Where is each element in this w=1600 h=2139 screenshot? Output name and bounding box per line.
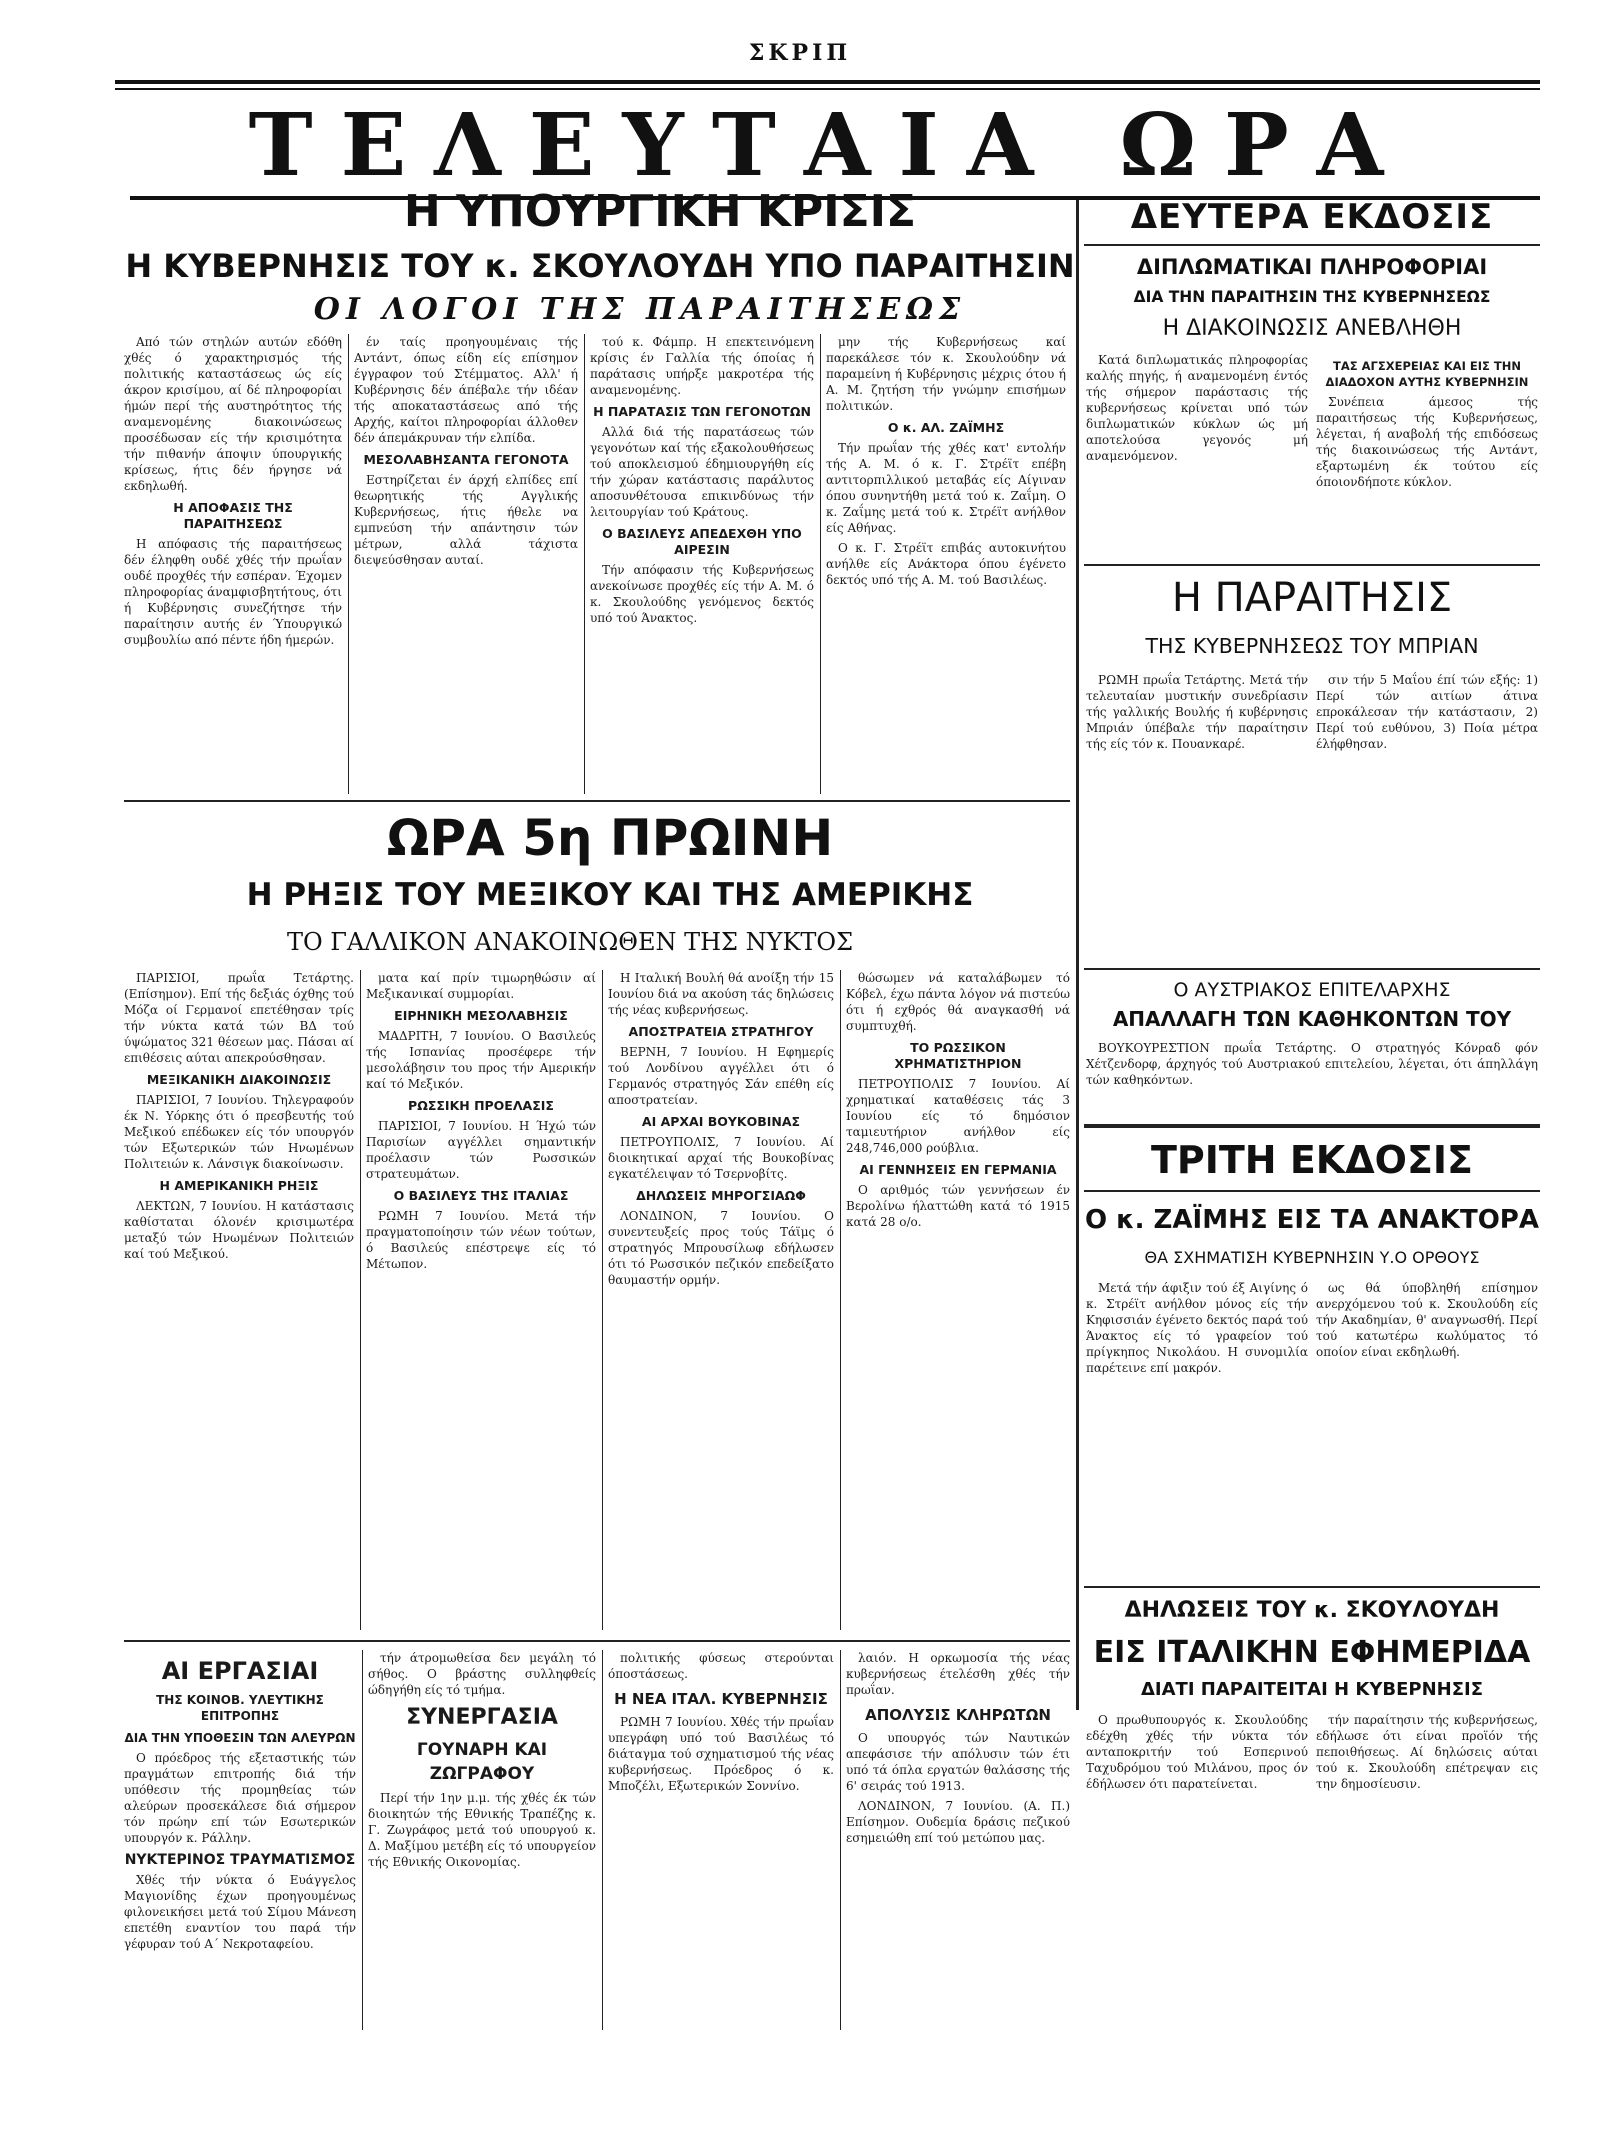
bottom-h2: ΤΗΣ ΚΟΙΝΟΒ. ΥΛΕΥΤΙΚΗΣ ΕΠΙΤΡΟΠΗΣ bbox=[156, 1693, 324, 1723]
second-h2: ΔΙΑ ΤΗΝ ΠΑΡΑΙΤΗΣΙΝ ΤΗΣ ΚΥΒΕΡΝΗΣΕΩΣ bbox=[1133, 288, 1491, 306]
hour-col-3-subhead: ΑΠΟΣΤΡΑΤΕΙΑ ΣΤΡΑΤΗΓΟΥ bbox=[628, 1024, 814, 1039]
section-rule bbox=[1084, 968, 1540, 970]
bottom-col-4-text: λαιόν. Η ορκωμοσία τής νέας κυβερνήσεως έτελέσθη χθές τήν πρωΐαν. bbox=[846, 1651, 1070, 1697]
second-col-1 bbox=[1086, 352, 1308, 558]
top-rule-thin bbox=[115, 88, 1540, 90]
bottom-col-2 bbox=[368, 1650, 596, 2030]
section-divider bbox=[1076, 200, 1079, 1710]
hour-col-4-text-b: ΠΕΤΡΟΥΠΟΛΙΣ 7 Ιουνίου. Αί χρηματικαί καταθέσεις τάς 3 Ιουνίου είς τό δημόσιον ταμιευτήριον ανήλθον είς 248,746,000 ρούβλια. bbox=[846, 1077, 1070, 1155]
bottom-col-3-text: πολιτικής φύσεως στερούνται όποστάσεως. bbox=[608, 1651, 834, 1681]
second-h1: ΔΙΠΛΩΜΑΤΙΚΑΙ ΠΛΗΡΟΦΟΡΙΑΙ bbox=[1136, 255, 1488, 279]
second-h3: Η ΔΙΑΚΟΙΝΩΣΙΣ ΑΝΕΒΛΗΘΗ bbox=[1162, 316, 1462, 341]
main-col-3-text-b: Αλλά διά τής παρατάσεως τών γεγονότων καί τής εξακολουθήσεως τού αποκλεισμού έδημιουργήθη είς τήν χώραν κατάστασις παράλυτος αποσυνθέτουσα επικινδύνως τήν λειτουργίαν τού Κράτους. bbox=[590, 425, 814, 519]
bottom-h5: ΣΥΝΕΡΓΑΣΙΑ bbox=[406, 1705, 558, 1730]
hour-col-2-text-b: ΜΑΔΡΙΤΗ, 7 Ιουνίου. Ο Βασιλεύς τής Ισπανίας προσέφερε τήν μεσολάβησιν του προς τήν Αμερικήν καί τό Μεξικόν. bbox=[366, 1029, 596, 1091]
hour-col-1-subhead-2: Η ΑΜΕΡΙΚΑΝΙΚΗ ΡΗΞΙΣ bbox=[159, 1178, 319, 1193]
second-col-5 bbox=[1086, 1040, 1538, 1120]
main-col-1-text-b: Η απόφασις τής παραιτήσεως δέν έληφθη ουδέ χθές τήν πρωΐαν ουδέ προχθές τήν εσπέραν. Έχομεν πληροφορίας άναμφισβητήτους, ότι ή Κυβέρνησις συνεζήτησε τήν παραίτησιν αυτής έν Ύπουργικώ συμβουλίω από πέντε ήδη ήμερών. bbox=[124, 537, 342, 647]
col-divider bbox=[602, 1650, 603, 2030]
bottom-col-4 bbox=[846, 1650, 1070, 2030]
third-col-1-text: Μετά τήν άφιξιν τού έξ Αιγίνης ό κ. Στρέϊτ ανήλθον μόνος είς τήν Κηφισσιάν έγένετο δεκτός παρά τού Άνακτος είς τό γραφείον τού πρίγκηπος Νικολάου. Η συνομιλία παρέτεινε επί μακρόν. bbox=[1086, 1281, 1308, 1375]
main-col-1-text: Από τών στηλών αυτών εδόθη χθές ό χαρακτηρισμός τής πολιτικής καταστάσεως ώς είς άκρον κρισίμου, αί δέ πληροφορίαι ήμών περί τής αυστηρότητος τής αναμενομένης διακοινώσεως προσέδωσαν είς τήν κρισιμότητα τήν πιθανήν άποψιν ύπουργικής κρίσεως, ήτις δέν ήργησε νά εκδηλωθή. bbox=[124, 335, 342, 493]
bottom-h3: ΔΙΑ ΤΗΝ ΥΠΟΘΕΣΙΝ ΤΩΝ ΑΛΕΥΡΩΝ bbox=[124, 1731, 356, 1745]
hour-headline: Η ΡΗΞΙΣ ΤΟΥ ΜΕΞΙΚΟΥ ΚΑΙ ΤΗΣ ΑΜΕΡΙΚΗΣ bbox=[246, 877, 974, 913]
main-col-3 bbox=[590, 334, 814, 794]
bottom-col-4-text-b: Ο υπουργός τών Ναυτικών απεφάσισε τήν απόλυσιν τών έτι υπό τά όπλα εργατών θαλάσσης τής 6' σειράς τού 1913. bbox=[846, 1731, 1070, 1793]
third-h3: ΔΗΛΩΣΕΙΣ ΤΟΥ κ. ΣΚΟΥΛΟΥΔΗ bbox=[1124, 1598, 1500, 1623]
main-col-4-text-c: Ο κ. Γ. Στρέϊτ επιβάς αυτοκινήτου ανήλθε είς Ανάκτορα όπου έγένετο δεκτός υπό τής Α. Μ. τού Βασιλέως. bbox=[826, 541, 1066, 587]
hour-col-4 bbox=[846, 970, 1070, 1630]
hour-col-3-text-b: ΒΕΡΝΗ, 7 Ιουνίου. Η Εφημερίς τού Λονδίνου αγγέλλει ότι ό Γερμανός στρατηγός Σάν επέθη είς αποστρατείαν. bbox=[608, 1045, 834, 1107]
col-divider bbox=[584, 334, 585, 794]
hour-col-3 bbox=[608, 970, 834, 1630]
main-kicker: Η ΥΠΟΥΡΓΙΚΗ ΚΡΙΣΙΣ bbox=[403, 186, 917, 237]
hour-title: ΩΡΑ 5η ΠΡΩΙΝΗ bbox=[386, 809, 834, 867]
col-divider bbox=[602, 970, 603, 1630]
bottom-h6: ΓΟΥΝΑΡΗ ΚΑΙ ΖΩΓΡΑΦΟΥ bbox=[416, 1740, 548, 1784]
top-rule bbox=[115, 80, 1540, 84]
main-col-2-subhead: ΜΕΣΟΛΑΒΗΣΑΝΤΑ ΓΕΓΟΝΟΤΑ bbox=[363, 452, 569, 467]
hour-col-1-subhead: ΜΕΞΙΚΑΝΙΚΗ ΔΙΑΚΟΙΝΩΣΙΣ bbox=[146, 1072, 332, 1087]
hour-col-1-text-b: ΠΑΡΙΣΙΟΙ, 7 Ιουνίου. Τηλεγραφούν έκ Ν. Υόρκης ότι ό πρεσβευτής τού Μεξικού επέδωκεν είς τόν υπουργόν τών Εξωτερικών τών Ηνωμένων Πολιτειών κ. Λάνσιγκ διακοίνωσιν. bbox=[124, 1093, 354, 1171]
second-col-4 bbox=[1316, 672, 1538, 962]
bottom-col-2-text-b: Περί τήν 1ην μ.μ. τής χθές έκ τών διοικητών τής Εθνικής Τραπέζης κ. Γ. Ζωγράφος μετά τού υπουργού κ. Δ. Μαξίμου μετέβη είς τό υπουργείον τής Εθνικής Οικονομίας. bbox=[368, 1791, 596, 1869]
col-divider bbox=[360, 970, 361, 1630]
third-col-3 bbox=[1086, 1712, 1308, 2012]
second-col-2-subhead: ΤΑΣ ΑΓΣΧΕΡΕΙΑΣ ΚΑΙ ΕΙΣ ΤΗΝ ΔΙΑΔΟΧΟΝ ΑΥΤΗΣ ΚΥΒΕΡΝΗΣΙΝ bbox=[1325, 359, 1529, 389]
hour-col-2-subhead-3: Ο ΒΑΣΙΛΕΥΣ ΤΗΣ ΙΤΑΛΙΑΣ bbox=[393, 1188, 569, 1203]
hour-col-3-text-c: ΠΕΤΡΟΥΠΟΛΙΣ, 7 Ιουνίου. Αί διοικητικαί αρχαί τής Βουκοβίνας εγκατέλειψαν τό Τσερνοβίτς. bbox=[608, 1135, 834, 1181]
bottom-col-1-text: Ο πρόεδρος τής εξεταστικής τών πραγμάτων επιτροπής διά τήν υπόθεσιν τής προμηθείας τών αλεύρων προσεκάλεσε διά σήμερον τόν πρώην επί τών Εσωτερικών υπουργόν κ. Ράλλην. bbox=[124, 1751, 356, 1845]
masthead: ΣΚΡΙΠ bbox=[748, 40, 852, 66]
second-h4: Η ΠΑΡΑΙΤΗΣΙΣ bbox=[1171, 575, 1453, 621]
third-col-2-text: ως θά ύποβληθή επίσημον ανερχόμενου τού κ. Σκουλούδη είς τήν Ακαδημίαν, θ' αναγνωσθή. Περί τού κατωτέρω κωλύματος τό οποίον είναι εκδηλωθή. bbox=[1316, 1281, 1538, 1359]
second-col-1-text: Κατά διπλωματικάς πληροφορίας καλής πηγής, ή αναμενομένη έντός τής σήμερον παράστασις τής κυβερνήσεως κρίνεται υπό τών διπλωματικών κύκλων ώς μή αποτελούσα γεγονός μή αναμενόμενον. bbox=[1086, 353, 1308, 463]
section-rule bbox=[1084, 1190, 1540, 1192]
bottom-h7: Η ΝΕΑ ΙΤΑΛ. ΚΥΒΕΡΝΗΣΙΣ bbox=[614, 1690, 828, 1708]
second-title: ΔΕΥΤΕΡΑ ΕΚΔΟΣΙΣ bbox=[1130, 197, 1494, 237]
hour-col-2-subhead: ΕΙΡΗΝΙΚΗ ΜΕΣΟΛΑΒΗΣΙΣ bbox=[394, 1008, 568, 1023]
hour-col-3-subhead-2: ΑΙ ΑΡΧΑΙ ΒΟΥΚΟΒΙΝΑΣ bbox=[641, 1114, 801, 1129]
bottom-col-2-text: τήν άτρομωθείσα δεν μεγάλη τό σήθος. Ο βράστης συλληφθείς ώδηγήθη είς τό τμήμα. bbox=[368, 1651, 596, 1697]
third-col-4 bbox=[1316, 1712, 1538, 2012]
hour-subhead: ΤΟ ΓΑΛΛΙΚΟΝ ΑΝΑΚΟΙΝΩΘΕΝ ΤΗΣ ΝΥΚΤΟΣ bbox=[286, 928, 854, 956]
third-title: ΤΡΙΤΗ ΕΚΔΟΣΙΣ bbox=[1150, 1138, 1474, 1182]
hour-col-2-subhead-2: ΡΩΣΣΙΚΗ ΠΡΟΕΛΑΣΙΣ bbox=[408, 1098, 554, 1113]
bottom-col-3-text-b: ΡΩΜΗ 7 Ιουνίου. Χθές τήν πρωΐαν υπεγράφη υπό τού Βασιλέως τό διάταγμα τού σχηματισμού τής νέας κυβερνήσεως. Πρόεδρος ό κ. Μποζέλι, Εξωτερικών Σοννίνο. bbox=[608, 1715, 834, 1793]
section-rule bbox=[124, 1640, 1070, 1642]
bottom-col-3 bbox=[608, 1650, 834, 2030]
second-h5: ΤΗΣ ΚΥΒΕΡΝΗΣΕΩΣ ΤΟΥ ΜΠΡΙΑΝ bbox=[1145, 634, 1479, 658]
main-col-3-text: τού κ. Φάμπρ. Η επεκτεινόμενη κρίσις έν Γαλλία τής όποίας ή παράτασις υπήρξε μακροτέρα τής αναμενομένης. bbox=[590, 335, 814, 397]
second-col-2 bbox=[1316, 352, 1538, 558]
bottom-col-1 bbox=[124, 1650, 356, 2030]
hour-col-1-text-c: ΛΕΚΤΩΝ, 7 Ιουνίου. Η κατάστασις καθίσταται όλονέν κρισιμωτέρα μεταξύ τών Ηνωμένων Πολιτειών καί τού Μεξικού. bbox=[124, 1199, 354, 1261]
bottom-col-1-text-b: Χθές τήν νύκτα ό Ευάγγελος Μαγιονίδης έχων προηγουμένως φιλονεικήσει μετά τού Σίμου Μάνεση επετέθη εναντίον του παρά τήν γέφυραν τού Α΄ Νεκροταφείου. bbox=[124, 1873, 356, 1951]
main-col-3-subhead: Η ΠΑΡΑΤΑΣΙΣ ΤΩΝ ΓΕΓΟΝΟΤΩΝ bbox=[593, 404, 811, 419]
hour-col-4-subhead: ΤΟ ΡΩΣΣΙΚΟΝ ΧΡΗΜΑΤΙΣΤΗΡΙΟΝ bbox=[894, 1040, 1022, 1071]
hour-col-2-text-d: ΡΩΜΗ 7 Ιουνίου. Μετά τήν πραγματοποίησιν τών νέων τούτων, ό Βασιλεύς επέστρεψε είς τό Μέτωπον. bbox=[366, 1209, 596, 1271]
second-col-5-text: ΒΟΥΚΟΥΡΕΣΤΙΟΝ πρωΐα Τετάρτης. Ο στρατηγός Κόνραδ φόν Χέτζενδορφ, άρχηγός τού Αυστριακού επιτελείου, λέγεται, ότι άπηλλάγη τών καθηκόντων. bbox=[1086, 1041, 1538, 1087]
third-col-4-text: τήν παραίτησιν τής κυβερνήσεως, εδήλωσε ότι είναι προϊόν τής πεποιθήσεως. Αί δηλώσεις αύται τού κ. Σκουλούδη επέτρεψαν εις την δημοσίευσιν. bbox=[1316, 1713, 1538, 1791]
main-col-1-subhead: Η ΑΠΟΦΑΣΙΣ ΤΗΣ ΠΑΡΑΙΤΗΣΕΩΣ bbox=[173, 500, 293, 531]
second-col-4-text: σιν τήν 5 Μαΐου έπί τών εξής: 1) Περί τών αιτίων άτινα επροκάλεσαν τήν κατάστασιν, 2) Περί τού ευθύνου, 3) Ποία μέτρα έλήφθησαν. bbox=[1316, 673, 1538, 751]
main-col-2-text: έν ταίς προηγουμέναις τής Αντάντ, όπως είδη είς επίσημον έγγραφον τού Στέμματος. Αλλ' ή Κυβέρνησις δέν άπέβαλε τήν ιδέαν τής αποκαταστάσεως από τής Αρχής, καίτοι πληροφορίαι άλλοθεν δέν άπεμάκρυναν τήν ελπίδα. bbox=[354, 335, 578, 445]
main-col-1 bbox=[124, 334, 342, 794]
third-col-1 bbox=[1086, 1280, 1308, 1580]
third-col-2 bbox=[1316, 1280, 1538, 1580]
col-divider bbox=[348, 334, 349, 794]
main-col-4-text: μην τής Κυβερνήσεως καί παρεκάλεσε τόν κ. Σκουλούδην νά παραμείνη ή Κυβέρνησις μέχρις ότου ή Α. Μ. ζητήση τήν γνώμην επισήμων πολιτικών. bbox=[826, 335, 1066, 413]
col-divider bbox=[362, 1650, 363, 2030]
hour-col-3-text: Η Ιταλική Βουλή θά ανοίξη τήν 15 Ιουνίου διά να ακούση τάς δηλώσεις τής νέας κυβερνήσεως. bbox=[608, 971, 834, 1017]
main-subhead: ΟΙ ΛΟΓΟΙ ΤΗΣ ΠΑΡΑΙΤΗΣΕΩΣ bbox=[313, 292, 967, 327]
main-col-2-text-b: Εστηρίζεται έν άρχή ελπίδες επί θεωρητικής τής Αγγλικής Κυβερνήσεως, ήτις ήθελε να εμπνεύση τήν απάντησιν τών μέτρων, αλλά τάχιστα διεψεύσθησαν αυταί. bbox=[354, 473, 578, 567]
col-divider bbox=[840, 970, 841, 1630]
col-divider bbox=[840, 1650, 841, 2030]
hour-col-3-subhead-3: ΔΗΛΩΣΕΙΣ ΜΗΡΟΓΣΙΑΩΦ bbox=[636, 1188, 806, 1203]
main-col-4 bbox=[826, 334, 1066, 794]
hour-col-1 bbox=[124, 970, 354, 1630]
section-rule bbox=[1084, 1586, 1540, 1588]
third-h1: Ο κ. ΖΑΪΜΗΣ ΕΙΣ ΤΑ ΑΝΑΚΤΟΡΑ bbox=[1085, 1205, 1539, 1235]
section-rule bbox=[1084, 1124, 1540, 1128]
second-col-2-text: Συνέπεια άμεσος τής παραιτήσεως τής Κυβερνήσεως, λέγεται, ή αναβολή τής επιδόσεως τής διακοινώσεως τής Αντάντ, εξαρτωμένη έκ τούτου είς όποιονδήποτε κύκλον. bbox=[1316, 395, 1538, 489]
section-rule bbox=[124, 800, 1070, 802]
hour-col-3-text-d: ΛΟΝΔΙΝΟΝ, 7 Ιουνίου. Ο συνεντευξείς προς τούς Τάϊμς ό στρατηγός Μπρουσίλωφ εδήλωσεν ότι τό Ρωσσικόν πεζικόν επεδείξατο θαυμαστήν ορμήν. bbox=[608, 1209, 834, 1287]
hour-col-1-text: ΠΑΡΙΣΙΟΙ, πρωΐα Τετάρτης. (Επίσημον). Επί τής δεξιάς όχθης τού Μόζα οί Γερμανοί επετέθησαν τρίς τήν νύκτα κατά τών ΒΔ τού ύψώματος 321 θέσεων μας. Πάσαι αί επιθέσεις αύται απεκρούσθησαν. bbox=[124, 971, 354, 1065]
main-col-3-text-c: Τήν απόφασιν τής Κυβερνήσεως ανεκοίνωσε προχθές είς τήν Α. Μ. ό κ. Σκουλούδης γενόμενος δεκτός υπό τού Άνακτος. bbox=[590, 563, 814, 625]
main-col-3-subhead-2: Ο ΒΑΣΙΛΕΥΣ ΑΠΕΔΕΧΘΗ ΥΠΟ ΑΙΡΕΣΙΝ bbox=[602, 526, 802, 557]
section-rule bbox=[1084, 244, 1540, 246]
main-headline: Η ΚΥΒΕΡΝΗΣΙΣ ΤΟΥ κ. ΣΚΟΥΛΟΥΔΗ ΥΠΟ ΠΑΡΑΙΤΗΣΙΝ bbox=[125, 247, 1075, 285]
main-col-2 bbox=[354, 334, 578, 794]
second-col-3-text: ΡΩΜΗ πρωΐα Τετάρτης. Μετά τήν τελευταίαν μυστικήν συνεδρίασιν τής γαλλικής Βουλής ή κυβέρνησις Μπριάν ύπέβαλε τήν παραίτησιν τής είς τόν κ. Πουανκαρέ. bbox=[1086, 673, 1308, 751]
second-col-3 bbox=[1086, 672, 1308, 962]
second-h7: ΑΠΑΛΛΑΓΗ ΤΩΝ ΚΑΘΗΚΟΝΤΩΝ ΤΟΥ bbox=[1112, 1007, 1512, 1031]
hour-col-2-text-c: ΠΑΡΙΣΙΟΙ, 7 Ιουνίου. Η Ήχώ τών Παρισίων αγγέλλει σημαντικήν προέλασιν τών Ρωσσικών στρατευμάτων. bbox=[366, 1119, 596, 1181]
hour-col-2-text: ματα καί πρίν τιμωρηθώσιν αί Μεξικανικαί συμμορίαι. bbox=[366, 971, 596, 1001]
third-h2: ΘΑ ΣΧΗΜΑΤΙΣΗ ΚΥΒΕΡΝΗΣΙΝ Υ.Ο ΟΡΘΟΥΣ bbox=[1144, 1248, 1480, 1267]
section-rule bbox=[1084, 564, 1540, 566]
main-col-4-subhead: Ο κ. ΑΛ. ΖΑΪΜΗΣ bbox=[887, 420, 1005, 435]
third-h4: ΕΙΣ ΙΤΑΛΙΚΗΝ ΕΦΗΜΕΡΙΔΑ bbox=[1093, 1635, 1531, 1670]
hour-col-4-text-c: Ο αριθμός τών γεννήσεων έν Βερολίνω ήλαττώθη κατά τό 1915 κατά 28 ο/ο. bbox=[846, 1183, 1070, 1229]
col-divider bbox=[820, 334, 821, 794]
bottom-h4: ΝΥΚΤΕΡΙΝΟΣ ΤΡΑΥΜΑΤΙΣΜΟΣ bbox=[124, 1852, 356, 1868]
second-h6: Ο ΑΥΣΤΡΙΑΚΟΣ ΕΠΙΤΕΛΑΡΧΗΣ bbox=[1173, 979, 1451, 1001]
main-col-4-text-b: Τήν πρωΐαν τής χθές κατ' εντολήν τής Α. Μ. ό κ. Γ. Στρέϊτ επέβη αντιτορπιλλικού μεταβάς είς Αίγιναν όπου συνηντήθη μετά τού κ. Ζαΐμη. Ο κ. Ζαΐμης μετά τού κ. Στρέϊτ ανήλθον είς Αθήνας. bbox=[826, 441, 1066, 535]
hour-col-4-subhead-2: ΑΙ ΓΕΝΝΗΣΕΙΣ ΕΝ ΓΕΡΜΑΝΙΑ bbox=[859, 1162, 1057, 1177]
bottom-col-4-text-c: ΛΟΝΔΙΝΟΝ, 7 Ιουνίου. (Α. Π.) Επίσημον. Ουδεμία δράσις πεζικού εσημειώθη επί τού μετώπου μας. bbox=[846, 1799, 1070, 1845]
hour-col-4-text: θώσωμεν νά καταλάβωμεν τό Κόβελ, έχω πάντα λόγον νά πιστεύω ότι ή εχθρός θά αναγκασθή νά συμπτυχθή. bbox=[846, 971, 1070, 1033]
bottom-h1: ΑΙ ΕΡΓΑΣΙΑΙ bbox=[161, 1657, 319, 1685]
bottom-h8: ΑΠΟΛΥΣΙΣ ΚΛΗΡΩΤΩΝ bbox=[865, 1706, 1051, 1724]
third-h5: ΔΙΑΤΙ ΠΑΡΑΙΤΕΙΤΑΙ Η ΚΥΒΕΡΝΗΣΙΣ bbox=[1141, 1679, 1483, 1700]
banner-title: ΤΕΛΕΥΤΑΙΑ ΩΡΑ bbox=[248, 95, 1412, 196]
third-col-3-text: Ο πρωθυπουργός κ. Σκουλούδης εδέχθη χθές τήν νύκτα τόν ανταποκριτήν τού Εσπερινού Ταχυδρόμου τού Μιλάνου, προς όν έδήλωσεν ότι παρατείνεται. bbox=[1086, 1713, 1308, 1791]
hour-col-2 bbox=[366, 970, 596, 1630]
